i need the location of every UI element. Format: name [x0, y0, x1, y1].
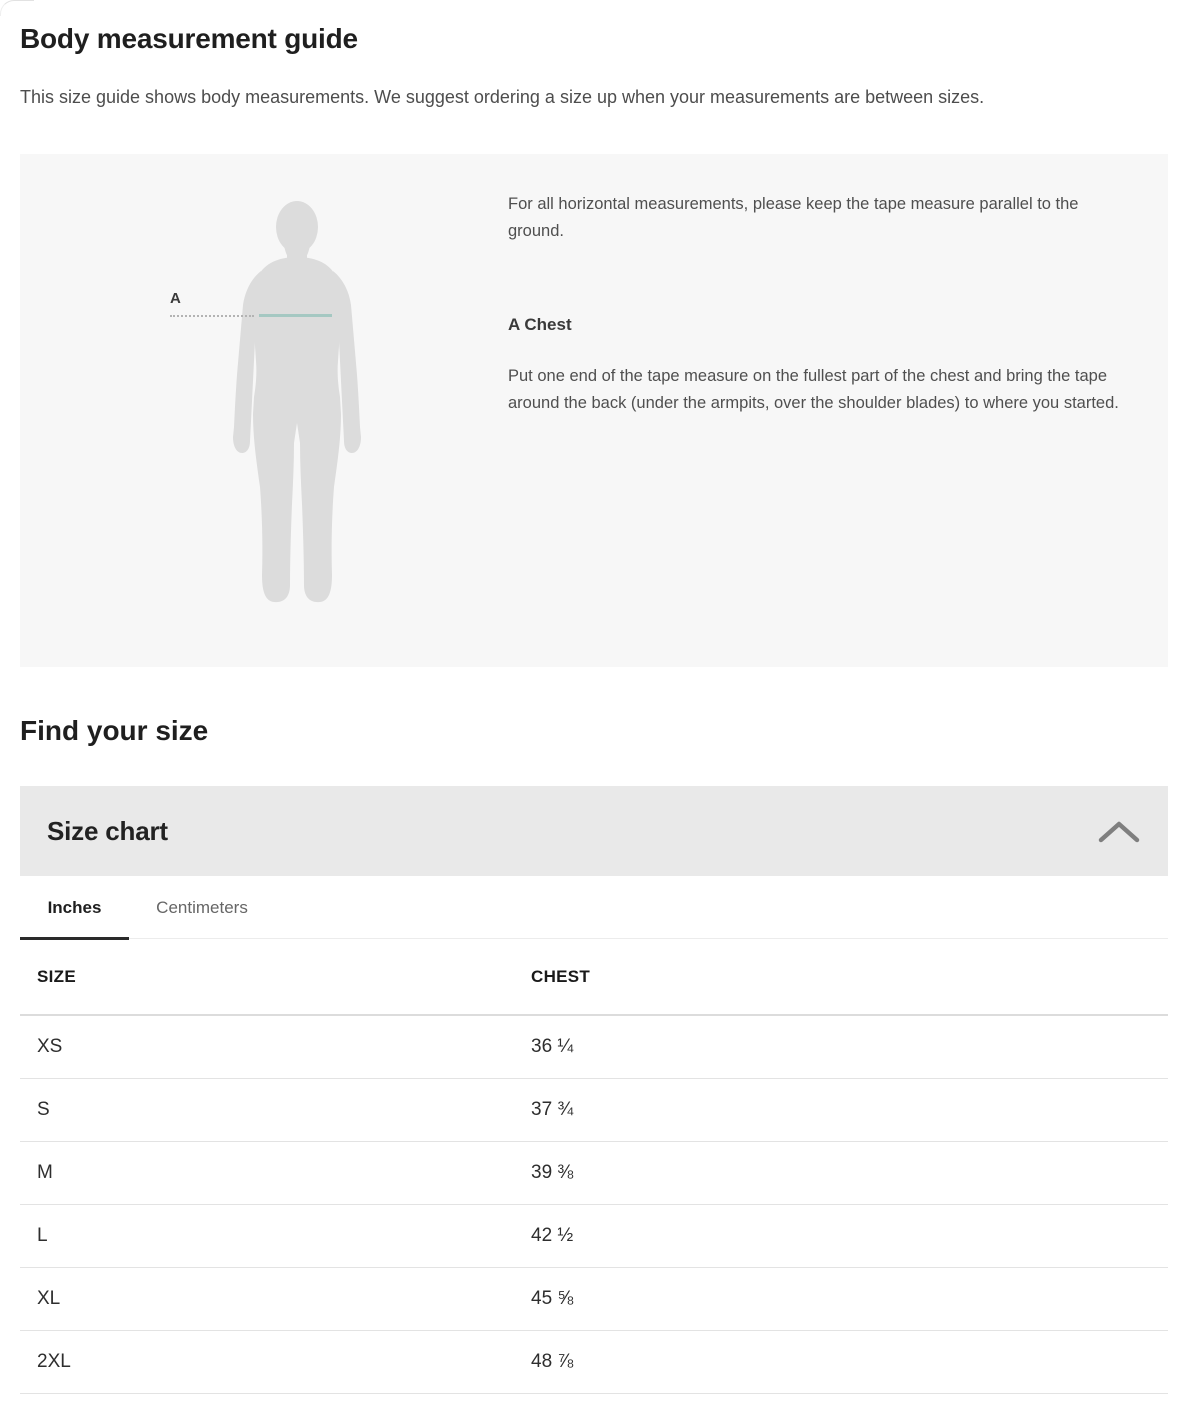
size-chart-table — [20, 939, 1168, 1394]
size-cell: XL — [37, 1288, 61, 1309]
size-chart-title: Size chart — [47, 815, 168, 846]
table-header-row — [20, 939, 1168, 1016]
chest-cell: 48 ⅞ — [531, 1351, 574, 1372]
guide-text-column — [508, 191, 1126, 417]
chevron-up-icon — [1098, 819, 1140, 843]
chest-measurement-title: A Chest — [508, 315, 572, 334]
chest-measurement-description: Put one end of the tape measure on the fullest part of the chest and bring the tape around the back (under the armpits, over the shoulder blades) to where you started. — [508, 367, 1119, 412]
table-row — [20, 1268, 1168, 1331]
table-row — [20, 1016, 1168, 1079]
column-header-chest: CHEST — [531, 966, 591, 986]
chest-cell: 42 ½ — [531, 1225, 574, 1246]
table-row — [20, 1079, 1168, 1142]
page-title: Body measurement guide — [20, 23, 358, 54]
size-cell: XS — [37, 1036, 63, 1057]
size-table-body — [20, 1016, 1168, 1394]
size-cell: L — [37, 1225, 48, 1246]
body-silhouette-svg — [227, 200, 367, 614]
size-chart-collapse-header[interactable] — [20, 786, 1168, 876]
modal-rounded-corner — [0, 0, 34, 16]
size-cell: S — [37, 1099, 50, 1120]
chest-measure-line — [259, 314, 332, 317]
tab-centimeters[interactable]: Centimeters — [156, 898, 248, 917]
chest-cell: 36 ¼ — [531, 1036, 574, 1057]
guide-intro-text: For all horizontal measurements, please keep the tape measure parallel to the ground. — [508, 195, 1079, 240]
chest-cell: 37 ¾ — [531, 1099, 574, 1120]
tab-inches[interactable]: Inches — [20, 896, 129, 940]
measurement-dotted-line — [170, 315, 254, 317]
find-your-size-heading: Find your size — [20, 715, 209, 746]
table-row — [20, 1205, 1168, 1268]
unit-tabs — [20, 896, 1168, 939]
measurement-marker-a: A — [170, 290, 181, 307]
page-subtitle: This size guide shows body measurements. We suggest ordering a size up when your measurements are between sizes. — [20, 87, 985, 107]
table-row — [20, 1142, 1168, 1205]
measurement-guide-panel — [20, 154, 1168, 667]
size-cell: M — [37, 1162, 53, 1183]
body-silhouette-image — [227, 200, 367, 614]
chest-cell: 39 ⅜ — [531, 1162, 574, 1183]
column-header-size: SIZE — [37, 966, 76, 986]
table-row — [20, 1331, 1168, 1394]
chest-cell: 45 ⅝ — [531, 1288, 574, 1309]
size-cell: 2XL — [37, 1351, 71, 1372]
